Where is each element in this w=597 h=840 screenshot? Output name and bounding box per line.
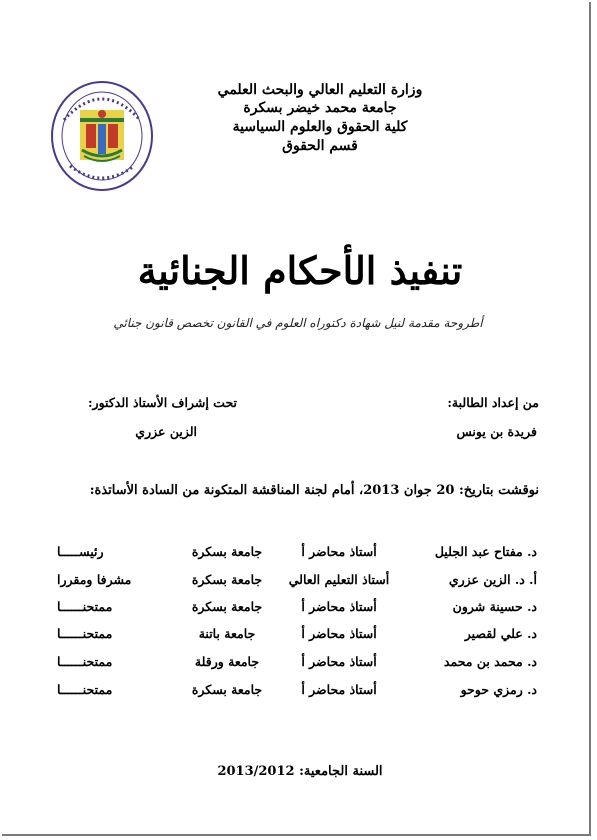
department-name: قسم الحقوق bbox=[282, 138, 358, 154]
member-university: جامعة بسكرة bbox=[191, 599, 263, 614]
member-rank: أستاذ محاضر أ bbox=[301, 544, 377, 559]
member-role: ممتحنــــــا bbox=[57, 626, 113, 641]
academic-year: السنة الجامعية: 2013/2012 bbox=[217, 764, 383, 779]
member-role: مشرفا ومقررا bbox=[57, 572, 132, 587]
member-rank: أستاذ محاضر أ bbox=[301, 682, 377, 697]
member-name: د. رمزي حوحو bbox=[460, 682, 537, 697]
member-name: أ. د. الزين عزري bbox=[448, 572, 537, 587]
member-university: جامعة بسكرة bbox=[191, 544, 263, 559]
member-university: جامعة ورقلة bbox=[194, 654, 260, 669]
ministry-name: وزارة التعليم العالي والبحث العلمي bbox=[217, 82, 423, 98]
faculty-name: كلية الحقوق والعلوم السياسية bbox=[232, 119, 408, 135]
member-rank: أستاذ التعليم العالي bbox=[288, 572, 390, 587]
member-university: جامعة بسكرة bbox=[191, 682, 263, 697]
student-label: من إعداد الطالبة: bbox=[447, 395, 539, 410]
thesis-title: تنفيذ الأحكام الجنائية bbox=[137, 248, 463, 293]
university-name: جامعة محمد خيضر بسكرة bbox=[243, 100, 397, 116]
member-role: رئيســـــا bbox=[57, 544, 104, 559]
member-name: د. علي لقصير bbox=[464, 626, 537, 641]
member-rank: أستاذ محاضر أ bbox=[301, 599, 377, 614]
supervisor-name: الزين عزري bbox=[135, 424, 197, 439]
member-university: جامعة بسكرة bbox=[191, 572, 263, 587]
member-rank: أستاذ محاضر أ bbox=[301, 626, 377, 641]
thesis-subtitle: أطروحة مقدمة لنيل شهادة دكتوراه العلوم في القانون تخصص قانون جنائي bbox=[113, 316, 483, 330]
member-role: ممتحنــــــا bbox=[57, 654, 113, 669]
supervisor-label: تحت إشراف الأستاذ الدكتور: bbox=[87, 395, 237, 410]
university-logo bbox=[50, 80, 154, 192]
member-name: د. حسينة شرون bbox=[452, 599, 537, 614]
member-name: د. محمد بن محمد bbox=[443, 654, 537, 669]
defense-statement: نوقشت بتاريخ: 20 جوان 2013، أمام لجنة المناقشة المتكونة من السادة الأساتذة: bbox=[89, 483, 539, 498]
member-rank: أستاذ محاضر أ bbox=[301, 654, 377, 669]
member-university: جامعة باتنة bbox=[198, 626, 256, 641]
member-name: د. مفتاح عبد الجليل bbox=[434, 544, 537, 559]
member-role: ممتحنــــــا bbox=[57, 682, 113, 697]
student-name: فريدة بن يونس bbox=[456, 424, 537, 439]
member-role: ممتحنــــــا bbox=[57, 599, 113, 614]
